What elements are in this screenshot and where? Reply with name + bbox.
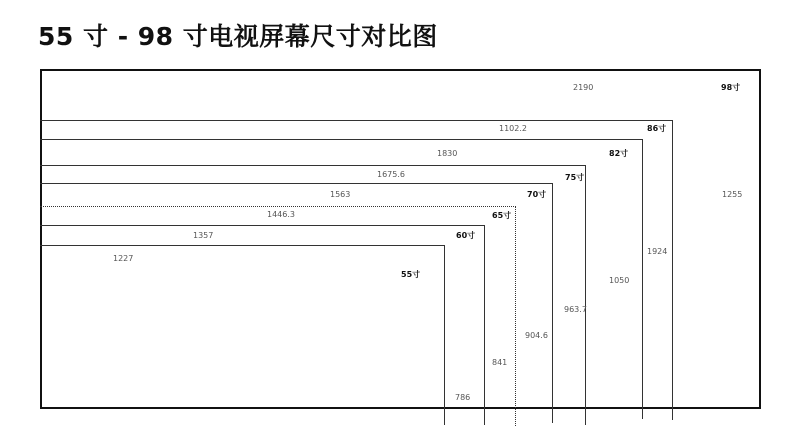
screen-55-outline — [40, 245, 445, 425]
screen-75-size-label: 75寸 — [565, 173, 585, 182]
page-title: 55 寸 - 98 寸电视屏幕尺寸对比图 — [38, 22, 438, 51]
screen-86-height-label: 1924 — [647, 247, 668, 256]
screen-65-height-label: 841 — [492, 358, 508, 367]
screen-82-size-label: 82寸 — [609, 149, 629, 158]
screen-70-width-label: 1563 — [330, 190, 351, 199]
screen-98-width-label: 2190 — [573, 83, 594, 92]
screen-70-height-label: 904.6 — [525, 331, 548, 340]
screen-60-width-label: 1357 — [193, 231, 214, 240]
screen-98-height-label: 1255 — [722, 190, 743, 199]
screen-86-size-label: 86寸 — [647, 124, 667, 133]
screen-86-width-label: 1102.2 — [499, 124, 527, 133]
screen-55-width-label: 1227 — [113, 254, 134, 263]
screen-82-width-label: 1830 — [437, 149, 458, 158]
screen-75-height-label: 963.7 — [564, 305, 587, 314]
screen-55-size-label: 55寸 — [401, 270, 421, 279]
screen-65-width-label: 1446.3 — [267, 210, 295, 219]
screen-70-size-label: 70寸 — [527, 190, 547, 199]
screen-75-width-label: 1675.6 — [377, 170, 405, 179]
screen-82-height-label: 1050 — [609, 276, 630, 285]
screen-60-size-label: 60寸 — [456, 231, 476, 240]
screen-98-size-label: 98寸 — [721, 83, 741, 92]
screen-60-height-label: 786 — [455, 393, 471, 402]
screen-65-size-label: 65寸 — [492, 211, 512, 220]
